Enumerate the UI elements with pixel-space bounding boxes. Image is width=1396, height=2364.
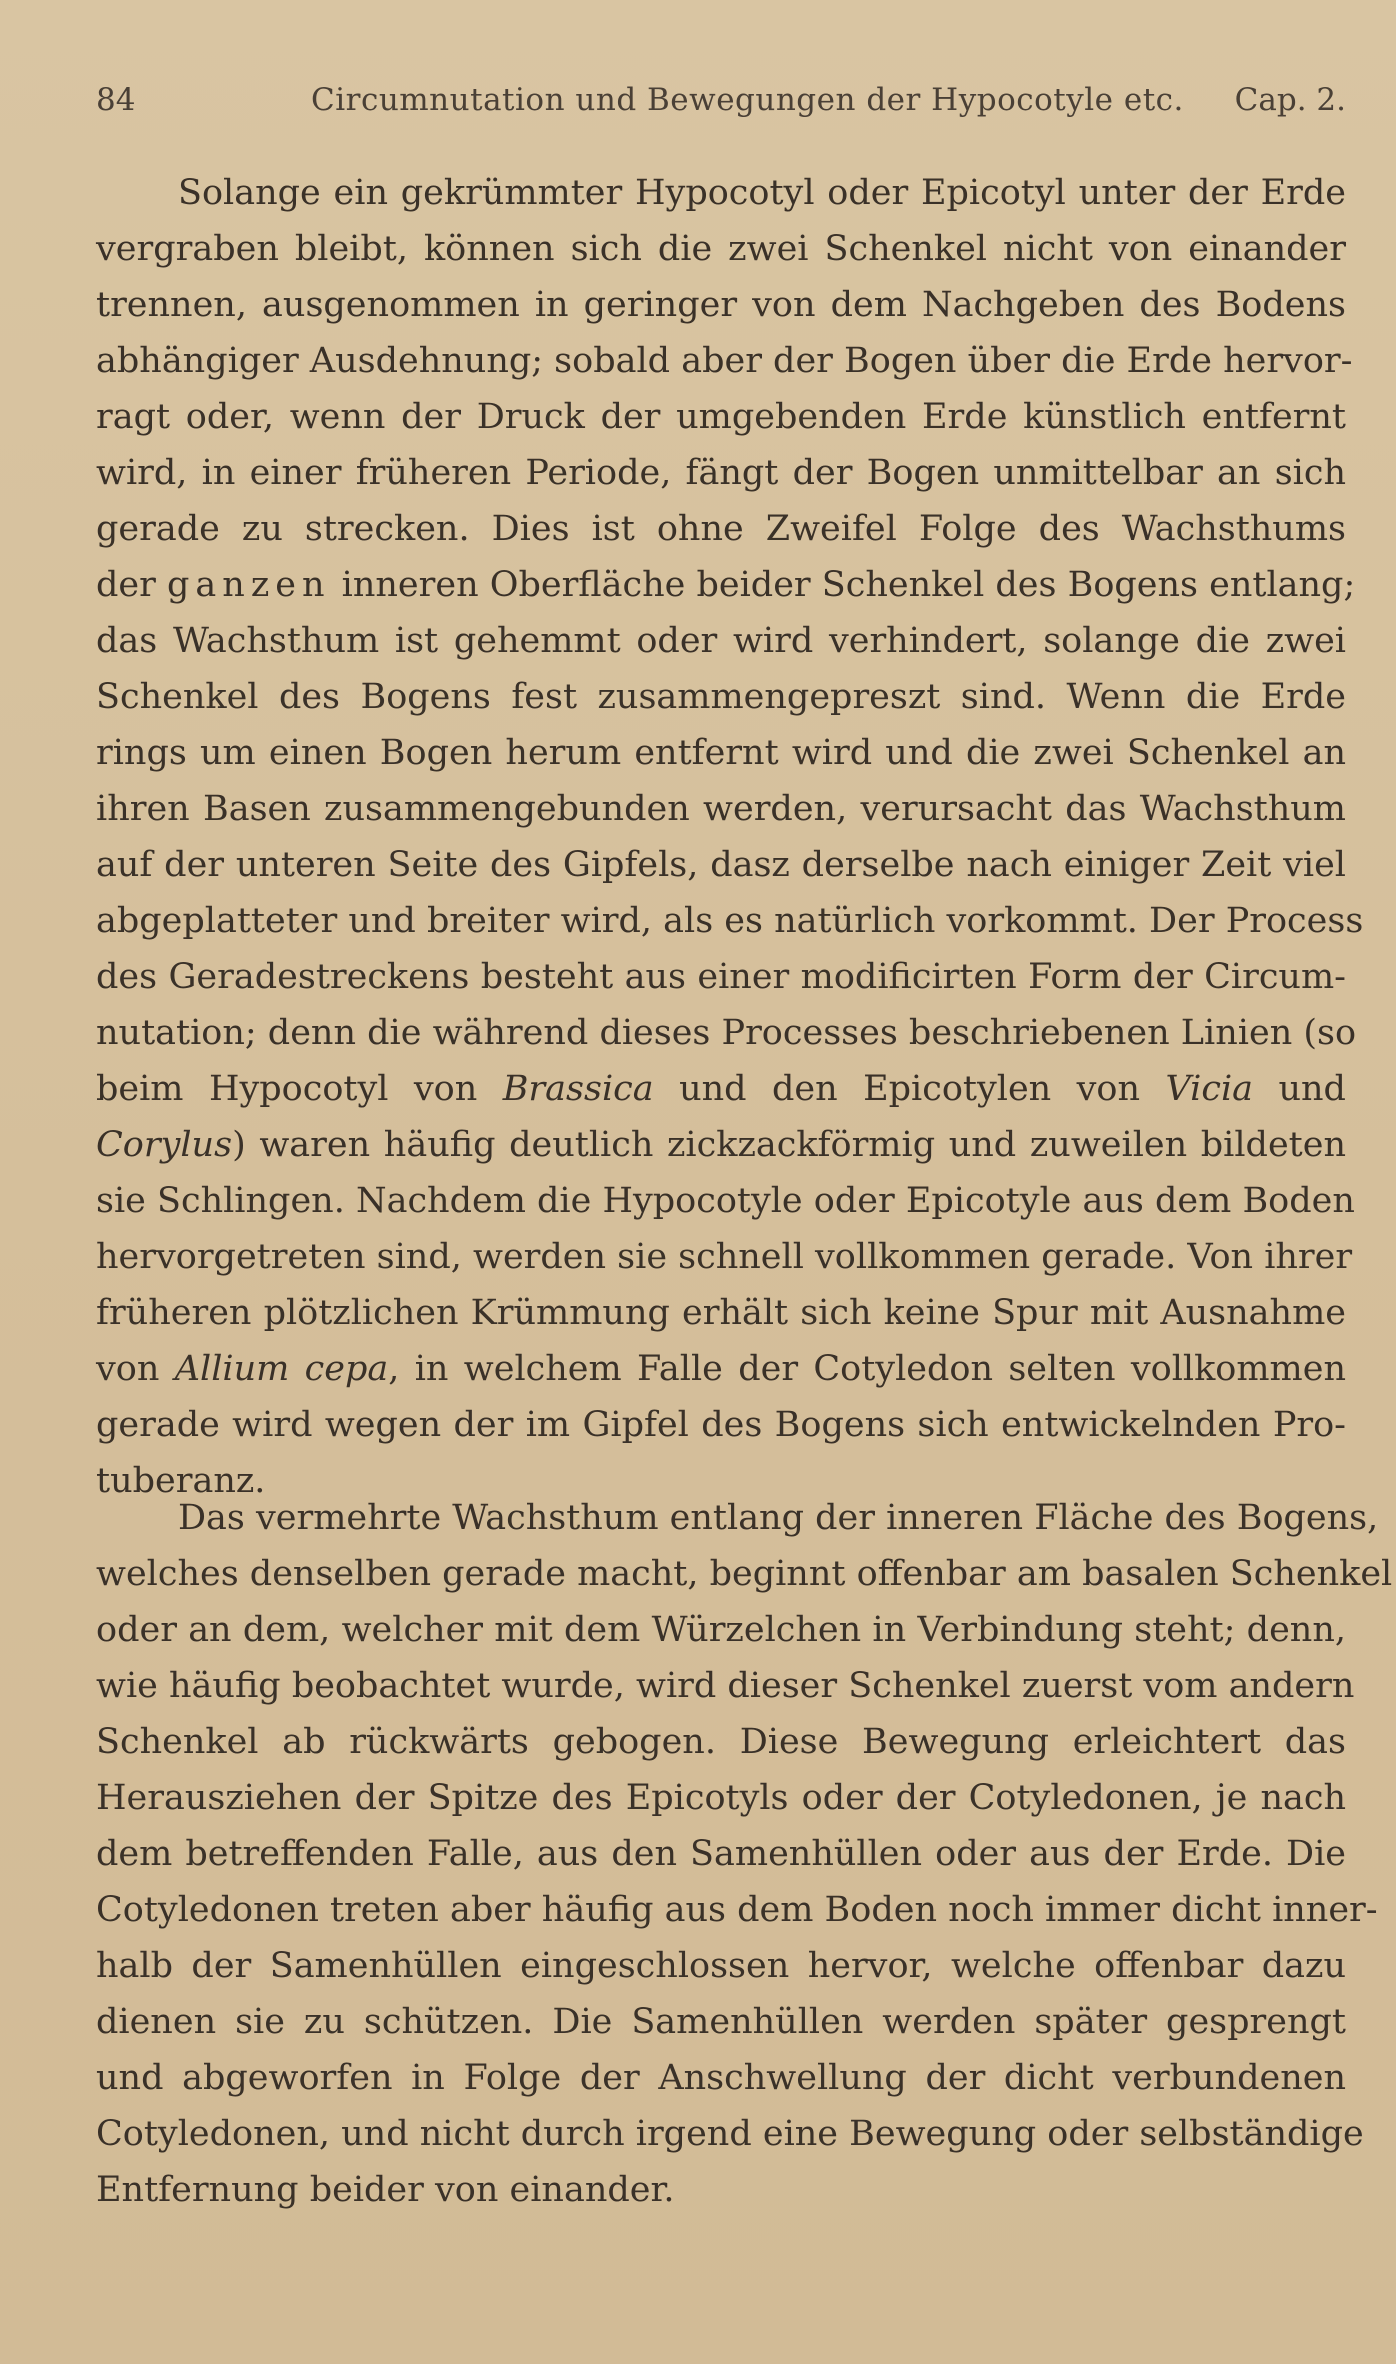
text-line: tuberanz. [96, 1461, 266, 1501]
text-line: dienen sie zu schützen. Die Samenhüllen werden später gesprengt [96, 2002, 1346, 2042]
text-line: Cotyledonen, und nicht durch irgend eine Bewegung oder selbständige [96, 2114, 1364, 2154]
text-line: Entfernung beider von einander. [96, 2170, 675, 2210]
text-line: und abgeworfen in Folge der Anschwellung der dicht verbundenen [96, 2058, 1346, 2098]
text-line: auf der unteren Seite des Gipfels, dasz derselbe nach einiger Zeit viel [96, 845, 1346, 885]
italic-genus: Vicia [1165, 1069, 1254, 1109]
paragraph-1 [96, 165, 1364, 1509]
text-line: vergraben bleibt, können sich die zwei Schenkel nicht von einander [96, 229, 1346, 269]
text-line: früheren plötzlichen Krümmung erhält sich keine Spur mit Ausnahme [96, 1293, 1346, 1333]
text-line: Herausziehen der Spitze des Epicotyls oder der Cotyledonen, je nach [96, 1778, 1346, 1818]
text-line: das Wachsthum ist gehemmt oder wird verhindert, solange die zwei [96, 621, 1346, 661]
text-line: halb der Samenhüllen eingeschlossen hervor, welche offenbar dazu [96, 1946, 1346, 1986]
text-line: hervorgetreten sind, werden sie schnell vollkommen gerade. Von ihrer [96, 1237, 1353, 1277]
text-line: wie häufig beobachtet wurde, wird dieser Schenkel zuerst vom andern [96, 1666, 1355, 1706]
italic-genus: Brassica [502, 1069, 654, 1109]
running-header [96, 78, 1346, 122]
text-line: oder an dem, welcher mit dem Würzelchen in Verbindung steht; denn, [96, 1610, 1346, 1650]
word: der [96, 565, 156, 605]
text-line [96, 1117, 1346, 1173]
text-line: gerade wird wegen der im Gipfel des Bogens sich entwickelnden Pro- [96, 1405, 1346, 1445]
italic-species: Allium cepa [174, 1349, 389, 1389]
text-line: Solange ein gekrümmter Hypocotyl oder Epicotyl unter der Erde [178, 173, 1346, 213]
text-fragment: , in welchem Falle der Cotyledon selten vollkommen [388, 1349, 1346, 1389]
spaced-emphasis: ganzen [167, 565, 331, 605]
text-line: rings um einen Bogen herum entfernt wird und die zwei Schenkel an [96, 733, 1346, 773]
text-fragment: beim Hypocotyl von [96, 1069, 478, 1109]
text-fragment: von [96, 1349, 160, 1389]
text-line: sie Schlingen. Nachdem die Hypocotyle oder Epicotyle aus dem Boden [96, 1181, 1355, 1221]
text-fragment: ) waren häufig deutlich zickzackförmig und zuweilen bildeten [232, 1125, 1346, 1165]
text-line [96, 557, 1356, 613]
text-line: welches denselben gerade macht, beginnt offenbar am basalen Schenkel [96, 1554, 1393, 1594]
italic-genus: Corylus [96, 1125, 233, 1165]
text-line: ragt oder, wenn der Druck der umgebenden Erde künstlich entfernt [96, 397, 1346, 437]
text-line [96, 1061, 1346, 1117]
text-line: Das vermehrte Wachsthum entlang der inneren Fläche des Bogens, [178, 1498, 1379, 1538]
text-line: Schenkel des Bogens fest zusammengepreszt sind. Wenn die Erde [96, 677, 1346, 717]
chapter-label: Cap. 2. [1234, 82, 1346, 118]
text-line: des Geradestreckens besteht aus einer modificirten Form der Circum- [96, 957, 1346, 997]
text-line: abhängiger Ausdehnung; sobald aber der Bogen über die Erde hervor- [96, 341, 1353, 381]
text-line: nutation; denn die während dieses Processes beschriebenen Linien (so [96, 1013, 1357, 1053]
running-title: Circumnutation und Bewegungen der Hypocotyle etc. [311, 82, 1184, 118]
text-line: wird, in einer früheren Periode, fängt der Bogen unmittelbar an sich [96, 453, 1346, 493]
text-line: Schenkel ab rückwärts gebogen. Diese Bewegung erleichtert das [96, 1722, 1346, 1762]
text-line: Cotyledonen treten aber häufig aus dem Boden noch immer dicht inner- [96, 1890, 1378, 1930]
text-line [96, 1341, 1346, 1397]
text-fragment: und den Epicotylen von [679, 1069, 1141, 1109]
text-line: abgeplatteter und breiter wird, als es natürlich vorkommt. Der Process [96, 901, 1364, 941]
paragraph-2 [96, 1490, 1393, 2218]
text-line: ihren Basen zusammengebunden werden, verursacht das Wachsthum [96, 789, 1346, 829]
text-line: dem betreffenden Falle, aus den Samenhüllen oder aus der Erde. Die [96, 1834, 1346, 1874]
text-line: trennen, ausgenommen in geringer von dem Nachgeben des Bodens [96, 285, 1346, 325]
text-line: gerade zu strecken. Dies ist ohne Zweifel Folge des Wachsthums [96, 509, 1346, 549]
text-fragment: und [1278, 1069, 1346, 1109]
page-number: 84 [96, 82, 136, 118]
text-fragment: inneren Oberfläche beider Schenkel des Bogens entlang; [341, 565, 1356, 605]
